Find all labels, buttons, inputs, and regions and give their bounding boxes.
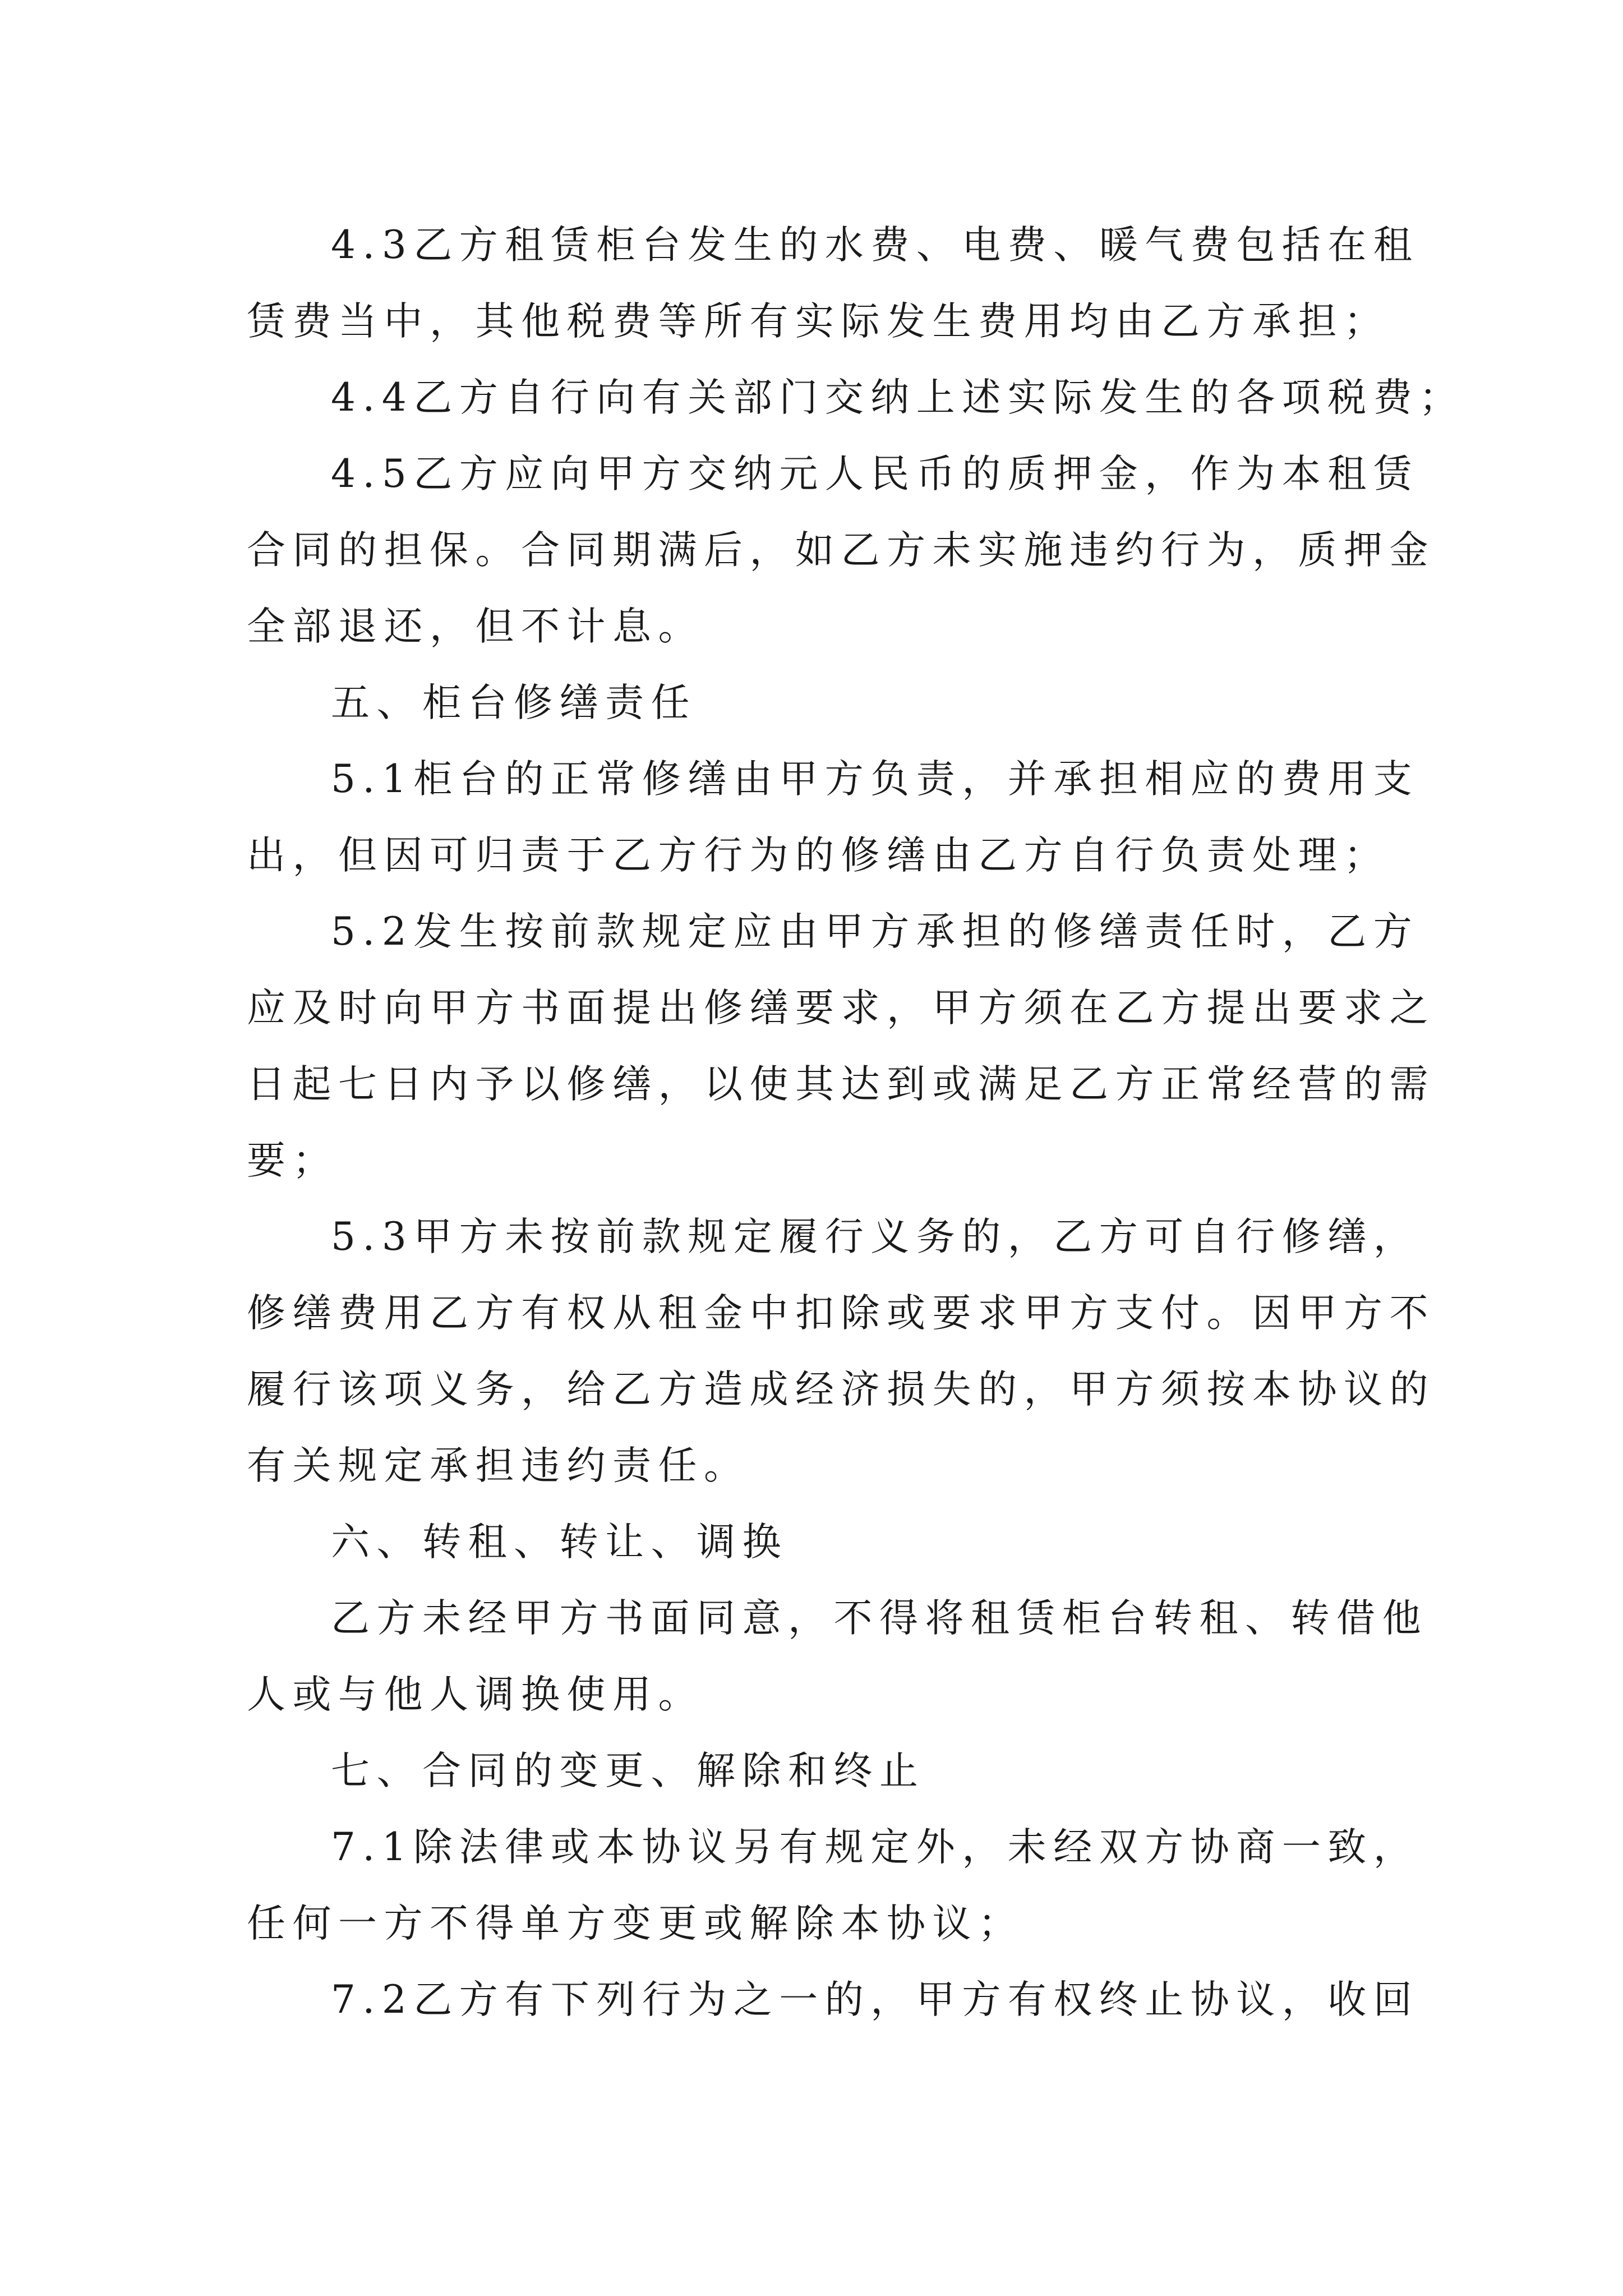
clause-5-3-line-2: 修缮费用乙方有权从租金中扣除或要求甲方支付。因甲方不 [247, 1291, 1435, 1336]
clause-5-1-line-2: 出，但因可归责于乙方行为的修缮由乙方自行负责处理； [247, 833, 1390, 878]
section-5-heading: 五、柜台修缮责任 [331, 680, 697, 725]
clause-5-2-line-1: 5.2发生按前款规定应由甲方承担的修缮责任时，乙方 [331, 909, 1419, 954]
clause-5-2-line-4: 要； [247, 1138, 338, 1183]
clause-7-1-line-1: 7.1除法律或本协议另有规定外，未经双方协商一致， [331, 1825, 1419, 1870]
section-7-heading: 七、合同的变更、解除和终止 [331, 1749, 925, 1793]
clause-5-1-line-1: 5.1柜台的正常修缮由甲方负责，并承担相应的费用支 [331, 757, 1419, 802]
section-6-body-line-2: 人或与他人调换使用。 [247, 1672, 704, 1717]
clause-4-3-line-1: 4.3乙方租赁柜台发生的水费、电费、暖气费包括在租 [331, 223, 1419, 268]
clause-4-5-line-2: 合同的担保。合同期满后，如乙方未实施违约行为，质押金 [247, 528, 1435, 573]
clause-4-5-line-1: 4.5乙方应向甲方交纳元人民币的质押金，作为本租赁 [331, 452, 1419, 496]
clause-5-3-line-4: 有关规定承担违约责任。 [247, 1443, 750, 1488]
clause-4-3-line-2: 赁费当中，其他税费等所有实际发生费用均由乙方承担； [247, 299, 1390, 344]
clause-7-2-line-1: 7.2乙方有下列行为之一的，甲方有权终止协议，收回 [331, 1977, 1419, 2022]
section-6-body-line-1: 乙方未经甲方书面同意，不得将租赁柜台转租、转借他 [331, 1596, 1428, 1641]
section-6-heading: 六、转租、转让、调换 [331, 1520, 788, 1565]
clause-7-1-line-2: 任何一方不得单方变更或解除本协议； [247, 1901, 1024, 1946]
clause-4-4: 4.4乙方自行向有关部门交纳上述实际发生的各项税费； [331, 375, 1465, 420]
clause-4-5-line-3: 全部退还，但不计息。 [247, 604, 704, 649]
clause-5-3-line-3: 履行该项义务，给乙方造成经济损失的，甲方须按本协议的 [247, 1367, 1435, 1412]
clause-5-3-line-1: 5.3甲方未按前款规定履行义务的，乙方可自行修缮， [331, 1214, 1419, 1259]
clause-5-2-line-2: 应及时向甲方书面提出修缮要求，甲方须在乙方提出要求之 [247, 986, 1435, 1030]
clause-5-2-line-3: 日起七日内予以修缮，以使其达到或满足乙方正常经营的需 [247, 1062, 1435, 1107]
